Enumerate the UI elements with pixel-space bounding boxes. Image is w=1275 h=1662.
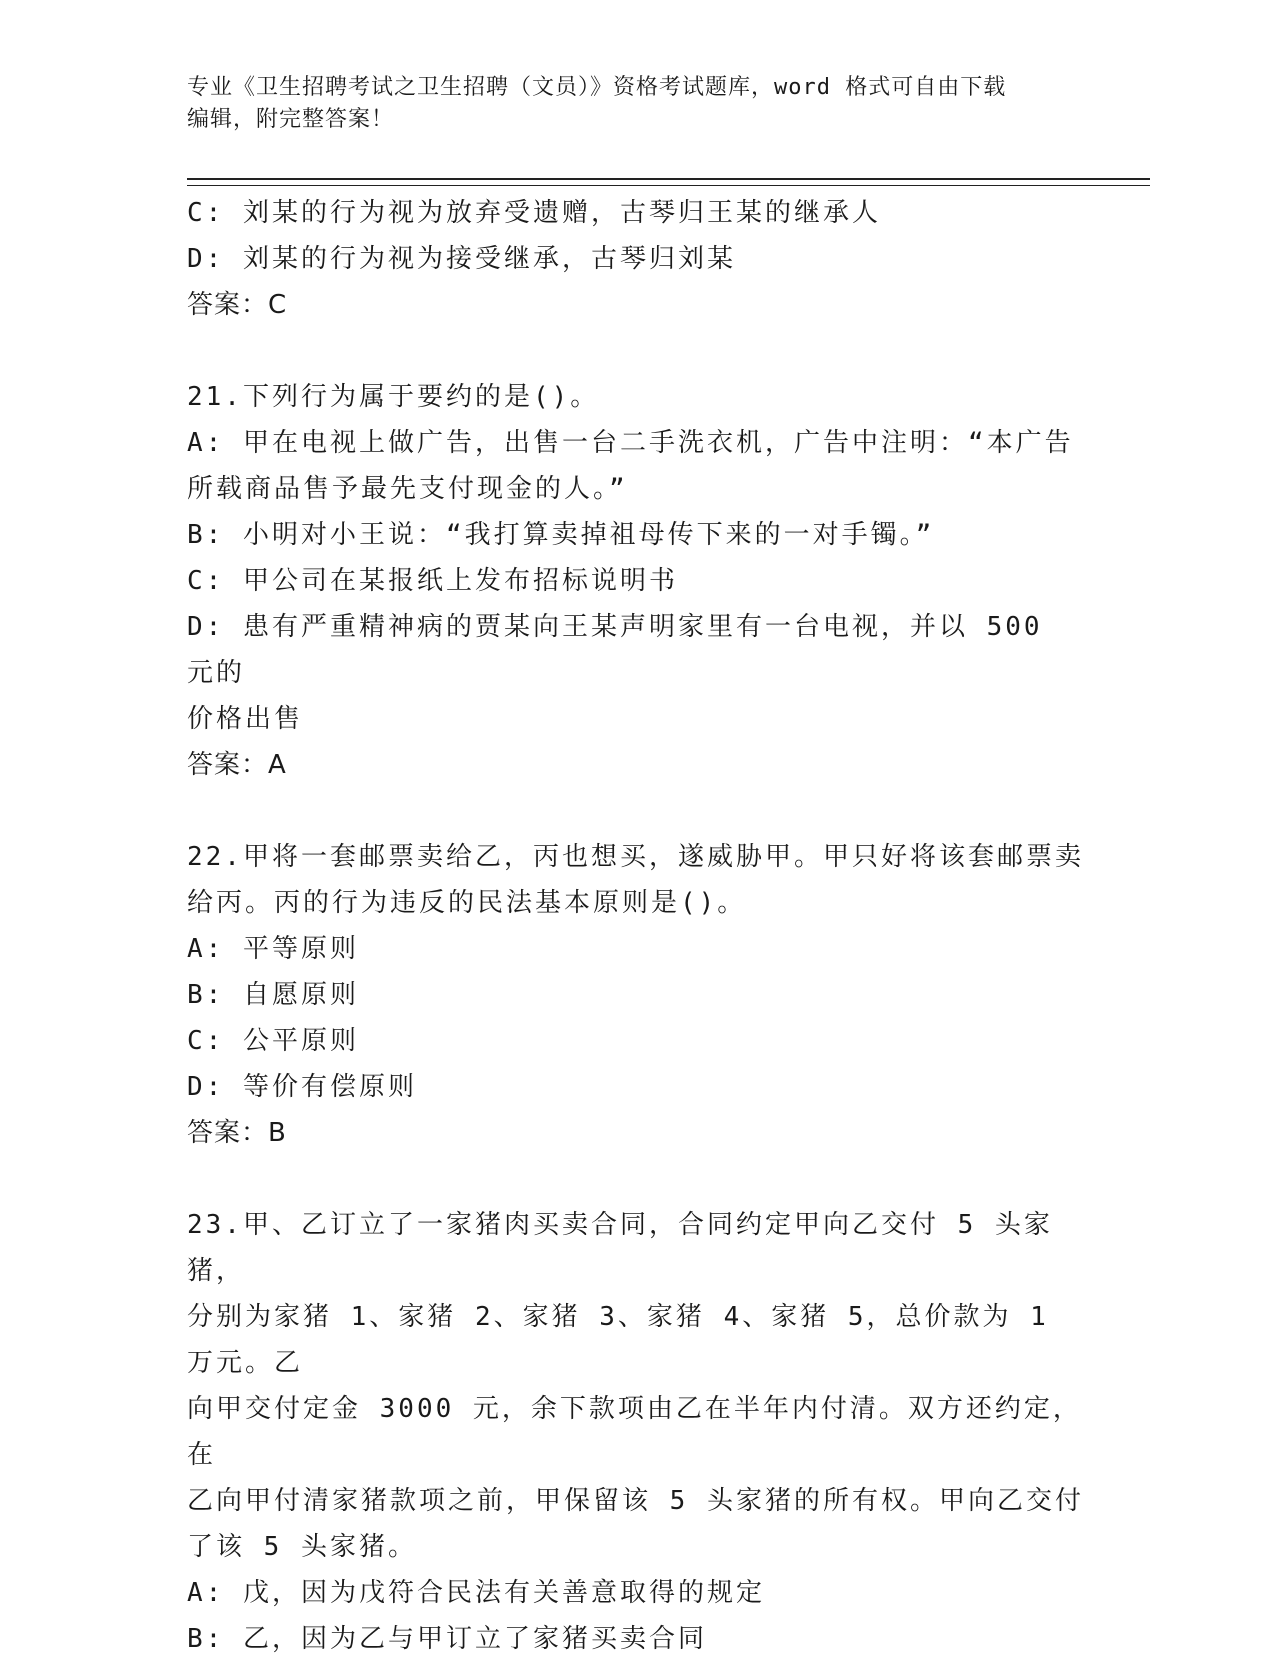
question-22-answer: 答案：B: [187, 1118, 287, 1148]
question-22-option-b: B: 自愿原则: [187, 980, 359, 1010]
question-22-stem-line-2: 给丙。丙的行为违反的民法基本原则是()。: [187, 888, 747, 918]
question-21-stem: 21.下列行为属于要约的是()。: [187, 382, 600, 412]
question-20-answer: 答案：C: [187, 290, 288, 320]
header-line-1: 专业《卫生招聘考试之卫生招聘（文员）》资格考试题库，word 格式可自由下载: [187, 75, 1007, 100]
question-21-option-d-line-1: D: 患有严重精神病的贾某向王某声明家里有一台电视，并以 500 元的: [187, 612, 1062, 688]
question-20-option-d: D: 刘某的行为视为接受继承，古琴归刘某: [187, 244, 736, 274]
question-21-option-c: C: 甲公司在某报纸上发布招标说明书: [187, 566, 678, 596]
question-22-option-c: C: 公平原则: [187, 1026, 359, 1056]
question-21-answer: 答案：A: [187, 750, 287, 780]
document-body: [187, 190, 1087, 1662]
question-21-option-a-line-2: 所载商品售予最先支付现金的人。”: [187, 474, 628, 504]
spacer: [187, 328, 1087, 374]
question-23: [187, 1202, 1087, 1662]
question-22: [187, 834, 1087, 1156]
question-21: [187, 374, 1087, 788]
question-20-option-c: C: 刘某的行为视为放弃受遗赠，古琴归王某的继承人: [187, 198, 881, 228]
question-23-stem-line-2: 分别为家猪 1、家猪 2、家猪 3、家猪 4、家猪 5，总价款为 1 万元。乙: [187, 1302, 1068, 1378]
question-23-stem-line-3: 向甲交付定金 3000 元，余下款项由乙在半年内付清。双方还约定，在: [187, 1394, 1082, 1470]
question-20: [187, 190, 1087, 328]
spacer: [187, 788, 1087, 834]
question-22-option-d: D: 等价有偿原则: [187, 1072, 417, 1102]
question-23-stem-line-5: 了该 5 头家猪。: [187, 1532, 417, 1562]
question-23-option-a: A: 戊，因为戊符合民法有关善意取得的规定: [187, 1578, 765, 1608]
question-23-stem-line-1: 23.甲、乙订立了一家猪肉买卖合同，合同约定甲向乙交付 5 头家猪，: [187, 1210, 1053, 1286]
question-21-option-b: B: 小明对小王说：“我打算卖掉祖母传下来的一对手镯。”: [187, 520, 935, 550]
header-line-2: 编辑，附完整答案！: [187, 107, 395, 132]
question-22-stem-line-1: 22.甲将一套邮票卖给乙，丙也想买，遂威胁甲。甲只好将该套邮票卖: [187, 842, 1084, 872]
question-22-option-a: A: 平等原则: [187, 934, 359, 964]
header-divider: [187, 178, 1150, 186]
document-header: [187, 72, 1087, 136]
question-23-stem-line-4: 乙向甲付清家猪款项之前，甲保留该 5 头家猪的所有权。甲向乙交付: [187, 1486, 1084, 1516]
question-21-option-a-line-1: A: 甲在电视上做广告，出售一台二手洗衣机，广告中注明：“本广告: [187, 428, 1074, 458]
question-23-option-b: B: 乙，因为乙与甲订立了家猪买卖合同: [187, 1624, 707, 1654]
spacer: [187, 1156, 1087, 1202]
question-21-option-d-line-2: 价格出售: [187, 704, 304, 734]
